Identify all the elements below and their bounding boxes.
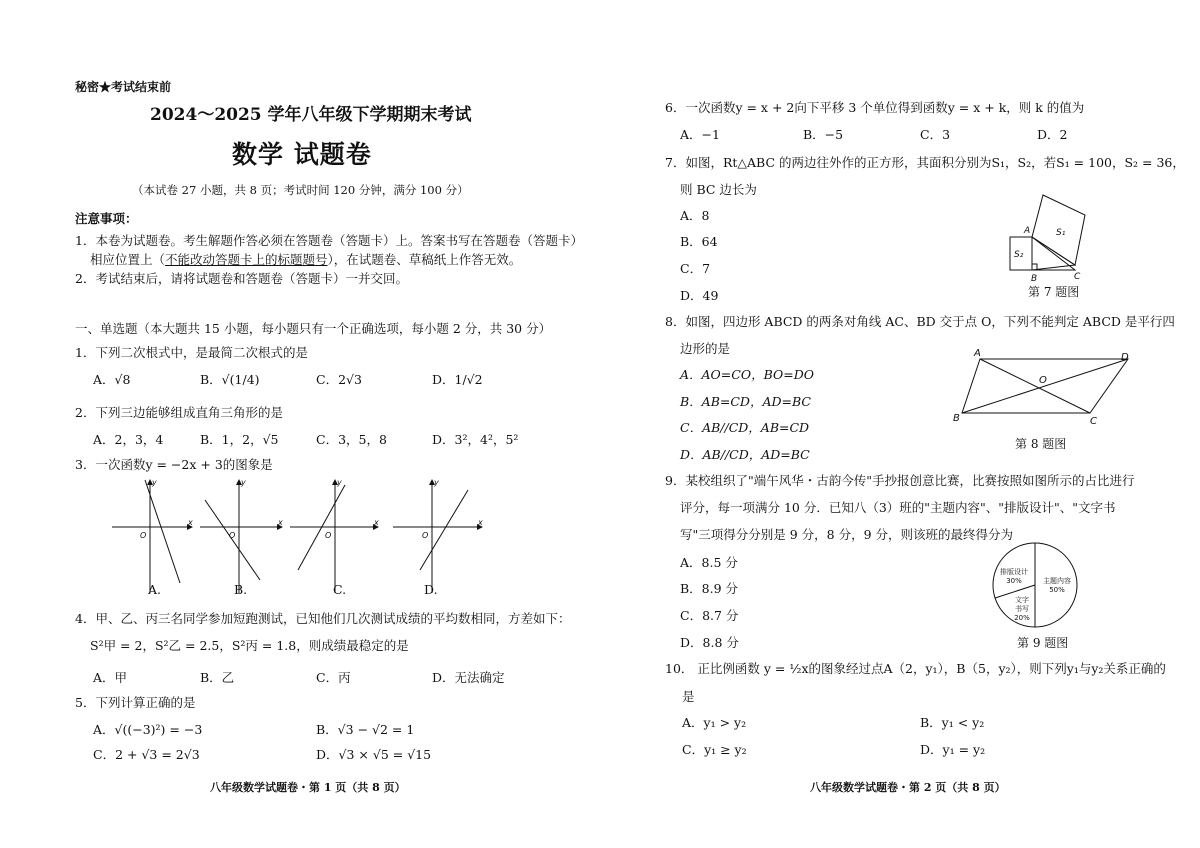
pie-label-writing-2: 书写 — [1015, 605, 1029, 613]
q7-stem-line-2: 则 BC 边长为 — [680, 182, 757, 197]
graph-c-x-label: x — [374, 518, 379, 527]
q1-stem: 1．下列二次根式中，是最简二次根式的是 — [75, 345, 308, 360]
graph-c-y-label: y — [337, 478, 342, 487]
graph-a-origin-label: O — [140, 531, 147, 540]
q10-stem-line-1: 10． 正比例函数 y = ½x的图象经过点A（2，y₁），B（5，y₂），则下列y₁与y₂关系正确的 — [665, 661, 1166, 676]
exam-info: （本试卷 27 小题，共 8 页；考试时间 120 分钟，满分 100 分） — [132, 183, 469, 197]
pie-label-writing-pct: 20% — [1014, 614, 1030, 622]
q5-option-a: A．√((−3)²) = −3 — [93, 722, 203, 737]
q2-stem: 2．下列三边能够组成直角三角形的是 — [75, 405, 283, 420]
q2-option-d: D．3²，4²，5² — [432, 432, 519, 447]
fig8-label-d: D — [1121, 352, 1129, 363]
fig8-label-a: A — [974, 348, 981, 359]
q10-stem-line-2: 是 — [682, 689, 695, 704]
fig7-label-b: B — [1031, 274, 1038, 284]
q10-option-c: C．y₁ ≥ y₂ — [682, 742, 747, 757]
q2-option-c: C．3，5，8 — [316, 432, 387, 447]
q8-option-b: B．AB=CD，AD=BC — [680, 394, 811, 409]
q4-data: S²甲 = 2，S²乙 = 2.5，S²丙 = 1.8，则成绩最稳定的是 — [90, 638, 409, 653]
page-2-footer: 八年级数学试题卷・第 2 页（共 8 页） — [810, 781, 1006, 794]
q1-option-c: C．2√3 — [316, 372, 362, 387]
pie-label-theme: 主题内容 — [1043, 577, 1071, 585]
q4-option-a: A．甲 — [93, 670, 128, 685]
q6-option-c: C．3 — [920, 127, 951, 142]
q5-option-d: D．√3 × √5 = √15 — [316, 747, 432, 762]
notice-1-pre: 相应位置上（ — [90, 252, 166, 267]
q3-option-a: A. — [148, 582, 162, 597]
graph-d-origin-label: O — [422, 531, 429, 540]
fig8-diagonal-ac — [980, 359, 1090, 413]
pie-label-layout: 排版设计 — [1000, 568, 1028, 576]
q4-option-c: C．丙 — [316, 670, 351, 685]
q7-option-c: C．7 — [680, 261, 711, 276]
fig8-caption: 第 8 题图 — [1015, 437, 1067, 451]
notice-1-line-2 — [90, 250, 521, 268]
graph-d-y-label: y — [434, 478, 439, 487]
fig9-caption: 第 9 题图 — [1017, 636, 1069, 650]
fig7-label-a: A — [1024, 226, 1031, 236]
notice-1-post: ），在试题卷、草稿纸上作答无效。 — [327, 252, 522, 267]
pie-label-layout-pct: 30% — [1006, 577, 1022, 585]
fig8-label-o: O — [1039, 375, 1047, 386]
fig8-diagram — [950, 345, 1140, 430]
graph-d-line — [420, 490, 468, 570]
q4-stem: 4．甲、乙、丙三名同学参加短跑测试，已知他们几次测试成绩的平均数相同，方差如下： — [75, 611, 571, 626]
q5-option-b: B．√3 − √2 = 1 — [316, 722, 415, 737]
q9-stem-line-3: 写"三项得分分别是 9 分，8 分，9 分，则该班的最终得分为 — [680, 527, 1014, 542]
fig7-caption: 第 7 题图 — [1028, 285, 1080, 299]
q6-stem: 6．一次函数y = x + 2向下平移 3 个单位得到函数y = x + k，则 k 的值为 — [665, 100, 1085, 115]
section-1-heading: 一、单选题（本大题共 15 小题，每小题只有一个正确选项，每小题 2 分，共 30 分） — [75, 321, 552, 336]
q5-stem: 5．下列计算正确的是 — [75, 695, 196, 710]
q1-option-b: B．√(1/4) — [200, 372, 260, 387]
notice-1-underlined: 不能改动答题卡上的标题题号 — [165, 252, 328, 267]
q7-option-a: A．8 — [680, 208, 710, 223]
q9-option-d: D．8.8 分 — [680, 635, 739, 650]
q3-option-c: C. — [333, 582, 347, 597]
exam-subtitle: 数学 试题卷 — [232, 140, 372, 169]
fig9-pie-chart — [990, 540, 1080, 630]
q5-option-c: C．2 + √3 = 2√3 — [93, 747, 200, 762]
q7-option-d: D．49 — [680, 288, 719, 303]
q1-option-a: A．√8 — [93, 372, 131, 387]
pie-label-theme-pct: 50% — [1049, 586, 1065, 594]
q10-option-b: B．y₁ < y₂ — [920, 715, 985, 730]
graph-b-y-label: y — [241, 478, 246, 487]
q8-option-a: A．AO=CO，BO=DO — [680, 367, 814, 382]
notice-heading: 注意事项： — [75, 211, 138, 226]
q9-stem-line-1: 9．某校组织了"端午风华・古韵今传"手抄报创意比赛，比赛按照如图所示的占比进行 — [665, 473, 1135, 488]
graph-b-origin-label: O — [229, 531, 236, 540]
q7-option-b: B．64 — [680, 234, 718, 249]
q2-option-b: B．1，2，√5 — [200, 432, 279, 447]
q4-option-d: D．无法确定 — [432, 670, 505, 685]
exam-title: 2024～2025 学年八年级下学期期末考试 — [150, 105, 472, 125]
pie-label-writing-1: 文字 — [1015, 596, 1029, 604]
q6-option-d: D．2 — [1037, 127, 1068, 142]
graph-b-line — [205, 500, 260, 580]
q8-option-c: C．AB//CD，AB=CD — [680, 420, 810, 435]
page-1-footer: 八年级数学试题卷・第 1 页（共 8 页） — [210, 781, 406, 794]
fig7-label-s2: S₂ — [1014, 250, 1024, 260]
secret-label: 秘密★考试结束前 — [75, 80, 172, 94]
graph-a-y-label: y — [152, 478, 157, 487]
q9-option-b: B．8.9 分 — [680, 581, 739, 596]
graph-d-x-label: x — [478, 518, 483, 527]
q4-option-b: B．乙 — [200, 670, 235, 685]
graph-c-origin-label: O — [325, 531, 332, 540]
q9-option-a: A．8.5 分 — [680, 555, 738, 570]
q9-option-c: C．8.7 分 — [680, 608, 739, 623]
fig8-diagonal-bd — [962, 359, 1128, 413]
q3-option-b: B. — [234, 582, 248, 597]
graph-b-x-label: x — [278, 518, 283, 527]
fig7-label-s1: S₁ — [1056, 228, 1066, 238]
fig7-label-c: C — [1074, 272, 1081, 282]
q10-option-a: A．y₁ > y₂ — [682, 715, 747, 730]
q9-stem-line-2: 评分，每一项满分 10 分．已知八（3）班的"主题内容"、"排版设计"、"文字书 — [680, 500, 1116, 515]
q7-stem-line-1: 7．如图，Rt△ABC 的两边往外作的正方形，其面积分别为S₁，S₂，若S₁ = 100，S₂ = 36， — [665, 155, 1185, 170]
q6-option-b: B．−5 — [803, 127, 844, 142]
q6-option-a: A．−1 — [680, 127, 720, 142]
q1-option-d: D．1/√2 — [432, 372, 483, 387]
fig7-right-triangle — [1032, 237, 1075, 270]
q8-stem-line-1: 8．如图，四边形 ABCD 的两条对角线 AC、BD 交于点 O，下列不能判定 ABCD 是平行四 — [665, 314, 1175, 329]
q10-option-d: D．y₁ = y₂ — [920, 742, 986, 757]
fig8-label-c: C — [1090, 416, 1097, 427]
notice-1-line-1: 1．本卷为试题卷。考生解题作答必须在答题卷（答题卡）上。答案书写在答题卷（答题卡） — [75, 233, 583, 248]
q3-stem: 3．一次函数y = −2x + 3的图象是 — [75, 457, 273, 472]
fig7-diagram — [990, 185, 1115, 285]
q8-stem-line-2: 边形的是 — [680, 341, 731, 356]
q3-option-d: D. — [424, 582, 438, 597]
q8-option-d: D．AB//CD，AD=BC — [680, 447, 810, 462]
notice-2: 2．考试结束后，请将试题卷和答题卷（答题卡）一并交回。 — [75, 271, 408, 286]
graph-a-x-label: x — [188, 518, 193, 527]
fig8-label-b: B — [953, 413, 960, 424]
q2-option-a: A．2，3，4 — [93, 432, 164, 447]
